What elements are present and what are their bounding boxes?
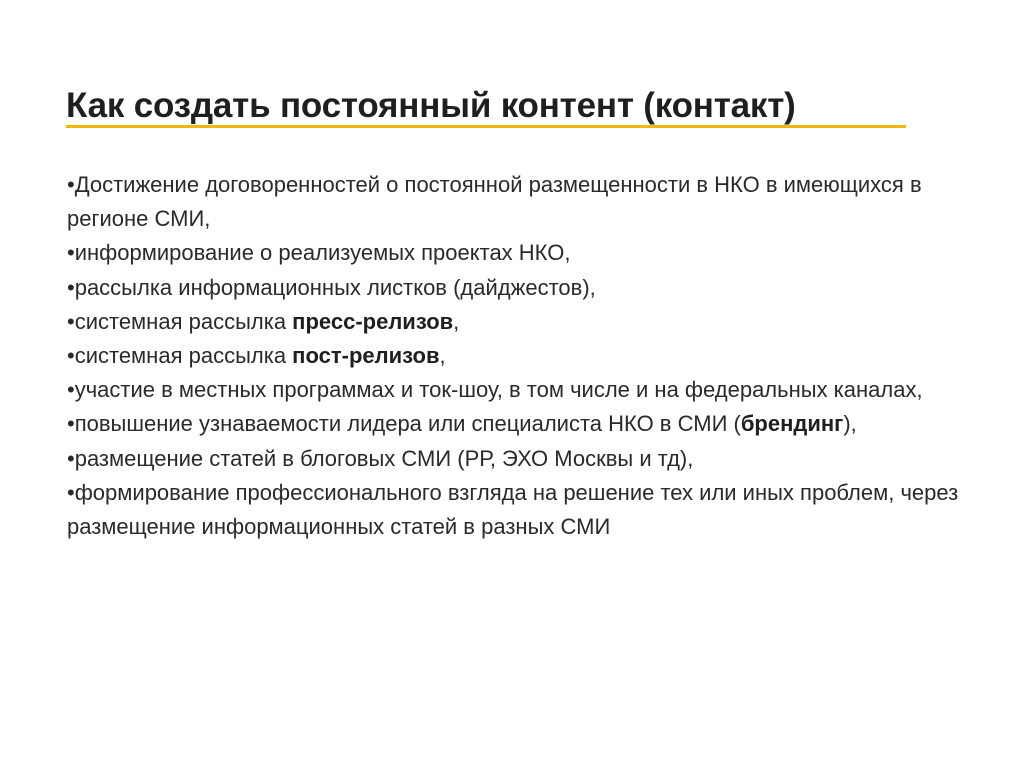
bullet-glyph: • [67, 445, 75, 471]
bullet-bold-text: брендинг [740, 411, 844, 437]
bullet-text-suffix: , [453, 308, 460, 334]
bullet-glyph: • [67, 240, 75, 266]
bullet-item [67, 168, 967, 236]
bullet-text-suffix: , [439, 343, 446, 369]
bullet-glyph: • [67, 343, 75, 369]
bullet-list [67, 168, 967, 544]
title-block [66, 84, 906, 128]
title-underline [66, 125, 906, 128]
bullet-glyph: • [67, 274, 75, 300]
bullet-text: повышение узнаваемости лидера или специалиста НКО в СМИ ( [74, 411, 741, 437]
bullet-text: информирование о реализуемых проектах НКО, [74, 240, 571, 266]
bullet-glyph: • [67, 377, 75, 403]
bullet-item [67, 305, 967, 339]
bullet-text: формирование профессионального взгляда на решение тех или иных проблем, через размещение информационных статей в разных СМИ [67, 479, 959, 540]
bullet-glyph: • [67, 411, 75, 437]
bullet-text: системная рассылка [74, 343, 293, 369]
bullet-text: рассылка информационных листков (дайджестов), [74, 274, 596, 300]
bullet-text: участие в местных программах и ток-шоу, в том числе и на федеральных каналах, [74, 377, 923, 403]
bullet-glyph: • [67, 172, 75, 197]
bullet-bold-text: пресс-релизов [292, 308, 454, 334]
bullet-item [67, 373, 967, 407]
bullet-item [67, 407, 967, 441]
bullet-item [67, 476, 967, 544]
bullet-text: системная рассылка [74, 308, 293, 334]
bullet-text: Достижение договоренностей о постоянной размещенности в НКО в имеющихся в регионе СМИ, [67, 172, 922, 232]
bullet-item [67, 442, 967, 476]
bullet-glyph: • [67, 308, 75, 334]
bullet-text: размещение статей в блоговых СМИ (РР, ЭХО Москвы и тд), [74, 445, 694, 471]
bullet-text-suffix: ), [843, 411, 857, 437]
bullet-item [67, 271, 967, 305]
bullet-glyph: • [67, 479, 75, 505]
slide-title: Как создать постоянный контент (контакт) [66, 86, 796, 125]
bullet-item [67, 236, 967, 270]
bullet-bold-text: пост-релизов [292, 343, 440, 369]
bullet-item [67, 339, 967, 373]
